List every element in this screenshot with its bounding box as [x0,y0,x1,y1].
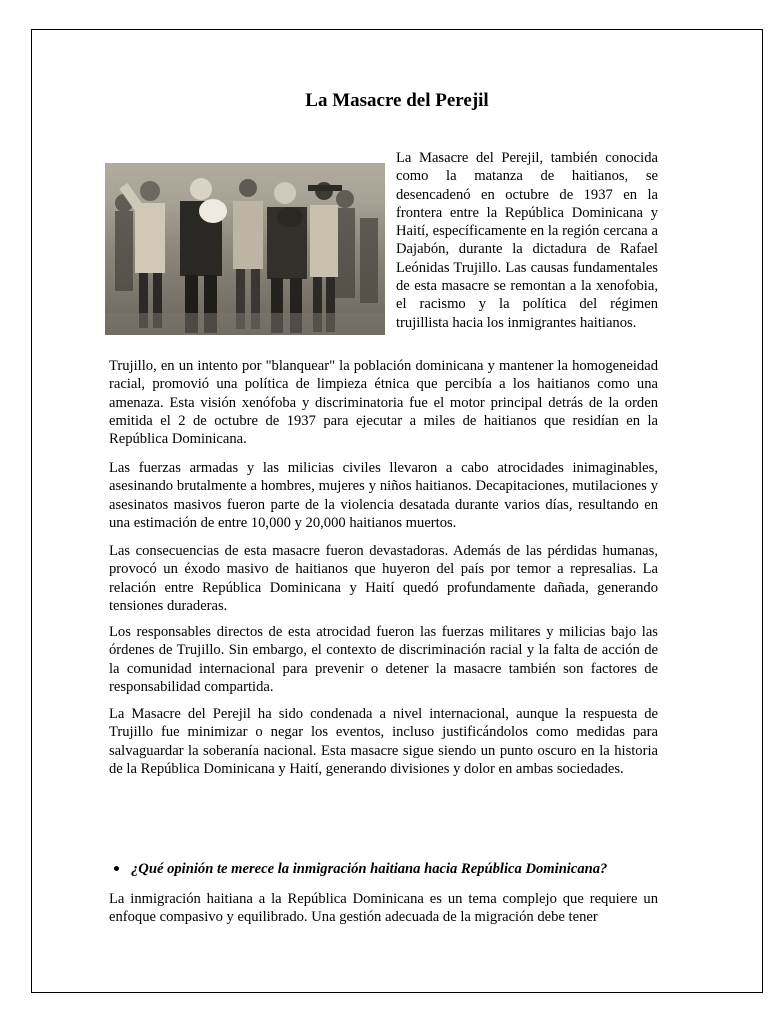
paragraph-2: Trujillo, en un intento por "blanquear" la población dominicana y mantener la homogeneidad racial, promovió una política de limpieza étnica que percibía a los haitianos como una amenaza. Esta visión xenófoba y discriminatoria fue el motor principal detrás de la orden emitida el 2 de octubre de 1937 para ejecutar a miles de haitianos que residían en la República Dominicana. [109,358,658,448]
paragraph-5: Los responsables directos de esta atrocidad fueron las fuerzas militares y milicias bajo las órdenes de Trujillo. Sin embargo, el contexto de discriminación racial y la falta de acción de la comunidad internacional para prevenir o detener la masacre también son factores de responsabilidad compartida. [109,624,658,695]
paragraph-6: La Masacre del Perejil ha sido condenada a nivel internacional, aunque la respuesta de Trujillo fue minimizar o negar los eventos, incluso justificándolos como medidas para salvaguardar la soberanía nacional. Esta masacre sigue siendo un punto oscuro en la historia de la República Dominicana y Haití, generando divisiones y dolor en ambas sociedades. [109,706,658,777]
paragraph-3: Las fuerzas armadas y las milicias civiles llevaron a cabo atrocidades inimaginables, asesinando brutalmente a hombres, mujeres y niños haitianos. Decapitaciones, mutilaciones y asesinatos masivos fueron parte de la violencia desatada durante varios días, resultando en una estimación de entre 10,000 y 20,000 haitianos muertos. [109,460,658,531]
paragraph-4: Las consecuencias de esta masacre fueron devastadoras. Además de las pérdidas humanas, provocó un éxodo masivo de haitianos que huyeron del país por temor a represalias. La relación entre República Dominicana y Haití quedó profundamente dañada, generando tensiones duraderas. [109,543,658,614]
document-page [31,29,763,993]
document-title: La Masacre del Perejil [305,90,489,111]
paragraph-intro: La Masacre del Perejil, también conocida como la matanza de haitianos, se desencadenó en octubre de 1937 en la frontera entre la República Dominicana y Haití, específicamente en la región cercana a Dajabón, durante la dictadura de Rafael Leónidas Trujillo. Las causas fundamentales de esta masacre se remontan a la xenofobia, el racismo y la política del régimen trujillista hacia los inmigrantes haitianos. [396,150,658,331]
answer-paragraph: La inmigración haitiana a la República Dominicana es un tema complejo que requiere un enfoque compasivo y equilibrado. Una gestión adecuada de la migración debe tener [109,891,658,926]
historical-photo [105,163,385,335]
question-item [109,861,669,878]
question-text: ¿Qué opinión te merece la inmigración haitiana hacia República Dominicana? [131,861,608,877]
bullet-icon [114,866,119,871]
